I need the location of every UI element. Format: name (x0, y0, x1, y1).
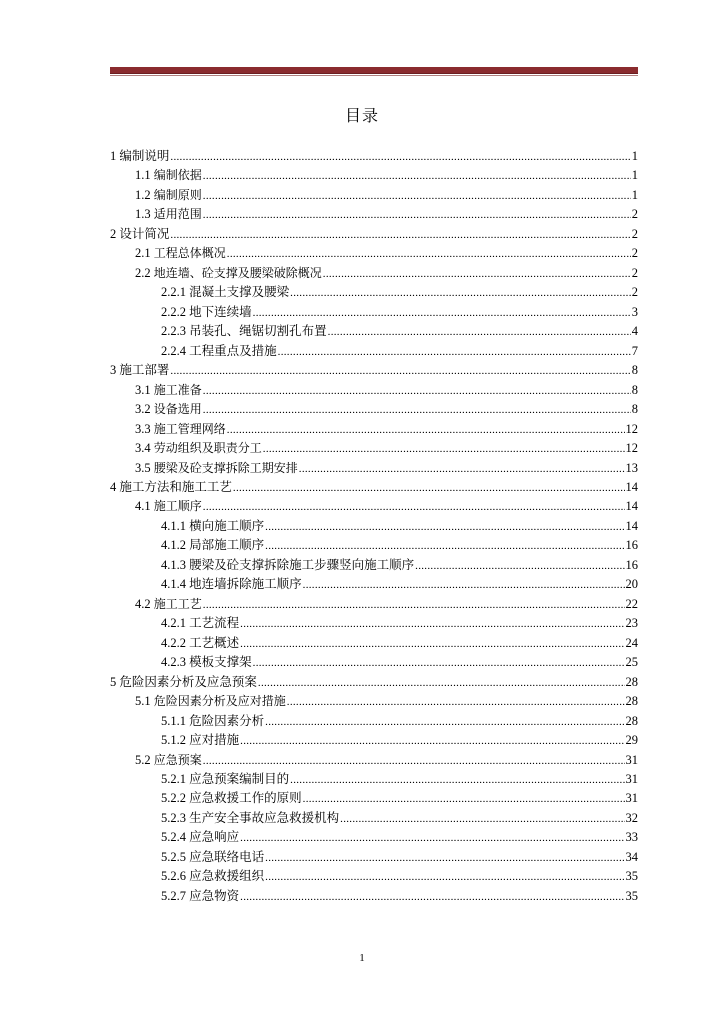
toc-entry-label (135, 400, 202, 419)
toc-entry[interactable] (110, 556, 638, 575)
toc-entry-label (135, 439, 262, 458)
toc-dot-leader (240, 615, 624, 634)
toc-entry[interactable] (110, 789, 638, 808)
toc-entry-title: 施工顺序 (153, 499, 202, 514)
toc-entry-label (135, 459, 298, 478)
toc-entry-page: 2 (631, 265, 638, 280)
toc-entry-number: 5.2 (135, 752, 151, 767)
toc-entry[interactable] (110, 342, 638, 361)
toc-entry-number: 5.2.1 (161, 772, 186, 786)
toc-dot-leader (278, 343, 631, 362)
toc-entry-title: 局部施工顺序 (189, 538, 265, 553)
toc-dot-leader (203, 752, 625, 771)
toc-entry[interactable] (110, 867, 638, 886)
toc-entry-title: 应急预案 (153, 752, 202, 767)
toc-entry-label (161, 848, 264, 867)
toc-entry-label (161, 322, 327, 341)
toc-entry-number: 1.1 (135, 168, 151, 183)
toc-entry-number: 2.2.4 (161, 343, 186, 358)
toc-entry-number: 5.1 (135, 694, 151, 709)
toc-dot-leader (258, 674, 625, 693)
toc-entry[interactable] (110, 459, 638, 478)
toc-dot-leader (303, 790, 625, 809)
toc-entry-label (161, 731, 239, 750)
toc-dot-leader (227, 245, 631, 264)
toc-entry[interactable] (110, 614, 638, 633)
toc-entry-number: 4.2 (135, 596, 151, 611)
toc-dot-leader (265, 868, 624, 887)
toc-entry-page: 22 (625, 596, 638, 611)
table-of-contents (110, 147, 638, 906)
toc-entry-page: 2 (631, 246, 638, 261)
toc-entry-label (161, 789, 302, 808)
toc-dot-leader (265, 518, 624, 537)
toc-dot-leader (203, 401, 631, 420)
toc-entry-title: 施工工艺 (153, 596, 202, 611)
toc-entry-number: 5.2.4 (161, 830, 186, 845)
toc-entry-number: 4.1.4 (161, 577, 186, 592)
toc-entry[interactable] (110, 147, 638, 166)
toc-entry-page: 25 (625, 655, 638, 670)
toc-entry-page: 32 (625, 810, 638, 825)
toc-entry-page: 2 (631, 207, 638, 222)
header-rule-thin (110, 75, 638, 76)
toc-entry-label (161, 283, 289, 302)
toc-entry-number: 5.2.2 (161, 791, 186, 806)
toc-entry[interactable] (110, 653, 638, 672)
toc-entry-number: 5.1.1 (161, 713, 186, 728)
toc-entry-label (161, 653, 252, 672)
toc-dot-leader (203, 187, 631, 206)
toc-entry-page: 24 (625, 635, 638, 650)
toc-entry[interactable] (110, 322, 638, 341)
toc-entry-label (161, 770, 289, 789)
toc-entry[interactable] (110, 828, 638, 847)
toc-dot-leader (170, 148, 630, 167)
toc-entry[interactable] (110, 478, 638, 497)
toc-entry-page: 1 (631, 149, 638, 163)
toc-entry-number: 2.2.3 (161, 324, 186, 339)
toc-entry-page: 16 (625, 538, 638, 553)
toc-entry-label (110, 361, 169, 380)
toc-entry-number: 2.1 (135, 246, 151, 261)
toc-entry[interactable] (110, 770, 638, 789)
toc-entry-page: 29 (625, 733, 638, 748)
toc-entry-label (161, 634, 239, 653)
toc-dot-leader (265, 537, 624, 556)
toc-entry-page: 1 (631, 168, 638, 183)
toc-entry[interactable] (110, 420, 638, 439)
toc-entry-number: 1.2 (135, 187, 151, 202)
toc-entry-page: 2 (631, 285, 638, 300)
toc-entry-page: 1 (631, 187, 638, 202)
toc-entry-number: 4.2.1 (161, 616, 186, 631)
toc-dot-leader (240, 732, 624, 751)
toc-entry-page: 31 (625, 752, 638, 767)
toc-dot-leader (203, 382, 631, 401)
toc-entry-number: 4.1.1 (161, 518, 186, 533)
toc-entry-label (161, 809, 339, 828)
toc-dot-leader (240, 635, 624, 654)
toc-dot-leader (265, 713, 624, 732)
toc-entry[interactable] (110, 400, 638, 419)
toc-entry-title: 腰梁及砼支撑拆除施工步骤竖向施工顺序 (189, 557, 415, 572)
toc-entry[interactable] (110, 166, 638, 185)
toc-entry[interactable] (110, 381, 638, 400)
toc-entry-label (161, 887, 239, 906)
toc-entry-number: 5.1.2 (161, 733, 186, 748)
toc-entry-page: 14 (625, 479, 638, 494)
toc-entry-label (161, 828, 239, 847)
toc-entry-page: 31 (625, 791, 638, 806)
toc-entry-number: 3.3 (135, 421, 151, 436)
toc-entry[interactable] (110, 595, 638, 614)
toc-entry-page: 28 (625, 694, 638, 709)
page-number: 1 (359, 952, 365, 964)
toc-title: 目录 (344, 106, 379, 125)
toc-entry-page: 35 (625, 888, 638, 903)
toc-entry-page: 8 (631, 402, 638, 417)
toc-entry-title: 编制依据 (153, 168, 202, 183)
toc-entry-title: 应急救援工作的原则 (189, 791, 302, 806)
toc-entry-number: 2.2.1 (161, 285, 186, 300)
toc-entry-title: 生产安全事故应急救援机构 (189, 810, 340, 825)
toc-entry-label (135, 692, 286, 711)
toc-dot-leader (203, 206, 631, 225)
toc-dot-leader (253, 654, 625, 673)
toc-entry-number: 5.2.3 (161, 810, 186, 825)
toc-entry-label (135, 244, 226, 263)
toc-entry-label (161, 517, 264, 536)
toc-entry[interactable] (110, 809, 638, 828)
toc-entry-number: 3 (110, 363, 117, 378)
toc-entry-label (135, 186, 202, 205)
toc-entry[interactable] (110, 264, 638, 283)
toc-entry-title: 危险因素分析及应急预案 (119, 674, 257, 689)
toc-entry[interactable] (110, 848, 638, 867)
toc-entry-number: 1 (110, 149, 117, 163)
toc-entry[interactable] (110, 887, 638, 906)
toc-entry-label (135, 751, 202, 770)
toc-dot-leader (203, 498, 625, 517)
toc-entry-page: 20 (625, 577, 638, 592)
toc-entry-number: 4.2.3 (161, 655, 186, 670)
toc-dot-leader (263, 440, 625, 459)
toc-entry-number: 4.1.2 (161, 538, 186, 553)
toc-entry-title: 施工管理网络 (153, 421, 226, 436)
toc-entry-page: 12 (625, 441, 638, 456)
toc-entry-title: 危险因素分析 (189, 713, 265, 728)
toc-entry-title: 施工方法和施工工艺 (119, 479, 232, 494)
toc-entry-number: 2.2.2 (161, 304, 186, 319)
toc-entry-label (135, 205, 202, 224)
toc-entry-number: 3.2 (135, 402, 151, 417)
toc-entry-title: 工艺概述 (189, 635, 240, 650)
toc-entry-number: 4.1.3 (161, 557, 186, 572)
toc-dot-leader (290, 284, 631, 303)
toc-entry-title: 适用范围 (153, 207, 202, 222)
toc-entry[interactable] (110, 283, 638, 302)
toc-entry-number: 3.1 (135, 382, 151, 397)
toc-entry-number: 3.5 (135, 460, 151, 475)
toc-entry-title: 工艺流程 (189, 616, 240, 631)
toc-entry-page: 2 (631, 226, 638, 241)
toc-entry-number: 1.3 (135, 207, 151, 222)
toc-dot-leader (303, 576, 625, 595)
toc-entry-page: 16 (625, 557, 638, 572)
toc-dot-leader (265, 849, 624, 868)
toc-entry[interactable] (110, 303, 638, 322)
toc-dot-leader (328, 323, 631, 342)
toc-dot-leader (240, 888, 624, 907)
toc-entry-number: 5 (110, 674, 117, 689)
toc-entry-page: 23 (625, 616, 638, 631)
toc-dot-leader (203, 167, 631, 186)
toc-entry-title: 地连墙拆除施工顺序 (189, 577, 302, 592)
header-rule (110, 67, 638, 74)
toc-entry[interactable] (110, 673, 638, 692)
toc-entry-title: 设备选用 (153, 402, 202, 417)
toc-entry-title: 地下连续墙 (189, 304, 252, 319)
toc-entry-title: 应急响应 (189, 830, 240, 845)
toc-entry-title: 混凝土支撑及腰梁 (189, 285, 290, 300)
toc-entry-label (161, 867, 264, 886)
toc-entry-title: 危险因素分析及应对措施 (153, 694, 286, 709)
toc-entry[interactable] (110, 361, 638, 380)
toc-entry-page: 28 (625, 713, 638, 728)
toc-entry[interactable] (110, 634, 638, 653)
toc-entry-label (161, 575, 302, 594)
toc-entry-label (135, 595, 202, 614)
toc-entry-label (161, 303, 252, 322)
toc-entry-page: 8 (631, 382, 638, 397)
toc-entry[interactable] (110, 186, 638, 205)
toc-entry-title: 编制说明 (119, 149, 170, 163)
toc-entry-label (161, 712, 264, 731)
toc-entry-label (161, 342, 277, 361)
toc-entry-label (110, 225, 169, 244)
toc-entry-page: 31 (625, 772, 638, 786)
toc-dot-leader (170, 362, 630, 381)
toc-entry-label (110, 147, 169, 166)
toc-entry-title: 应对措施 (189, 733, 240, 748)
toc-entry[interactable] (110, 517, 638, 536)
toc-dot-leader (240, 829, 624, 848)
toc-entry-number: 4.2.2 (161, 635, 186, 650)
toc-entry-title: 编制原则 (153, 187, 202, 202)
toc-entry[interactable] (110, 692, 638, 711)
toc-entry-page: 7 (631, 343, 638, 358)
toc-entry[interactable] (110, 244, 638, 263)
toc-dot-leader (415, 557, 624, 576)
toc-entry-number: 4 (110, 479, 117, 494)
toc-entry-title: 横向施工顺序 (189, 518, 265, 533)
toc-entry-number: 5.2.6 (161, 869, 186, 884)
toc-dot-leader (340, 810, 624, 829)
toc-entry-title: 施工准备 (153, 382, 202, 397)
toc-entry-page: 3 (631, 304, 638, 319)
toc-entry-number: 2 (110, 226, 117, 241)
toc-entry-page: 14 (625, 499, 638, 514)
toc-entry[interactable] (110, 731, 638, 750)
toc-entry-page: 13 (625, 460, 638, 475)
toc-entry-title: 工程重点及措施 (189, 343, 277, 358)
toc-dot-leader (170, 226, 630, 245)
toc-entry-label (161, 536, 264, 555)
toc-entry-title: 应急救援组织 (189, 869, 265, 884)
toc-entry-label (135, 381, 202, 400)
toc-entry-page: 28 (625, 674, 638, 689)
toc-dot-leader (203, 596, 625, 615)
toc-entry-title: 地连墙、砼支撑及腰梁破除概况 (153, 265, 322, 280)
toc-entry-number: 5.2.7 (161, 888, 186, 903)
toc-entry[interactable] (110, 225, 638, 244)
toc-entry-title: 模板支撑架 (189, 655, 252, 670)
toc-entry-label (135, 166, 202, 185)
toc-entry-page: 35 (625, 869, 638, 884)
toc-entry-page: 4 (631, 324, 638, 339)
toc-entry-title: 应急联络电话 (189, 849, 265, 864)
toc-entry-label (135, 264, 322, 283)
toc-entry[interactable] (110, 751, 638, 770)
toc-entry-number: 5.2.5 (161, 849, 186, 864)
toc-entry-title: 工程总体概况 (153, 246, 226, 261)
toc-entry-page: 14 (625, 518, 638, 533)
toc-dot-leader (287, 693, 625, 712)
toc-entry-label (135, 497, 202, 516)
toc-dot-leader (233, 479, 625, 498)
toc-entry-page: 34 (625, 849, 638, 864)
toc-dot-leader (323, 265, 631, 284)
toc-dot-leader (299, 460, 625, 479)
toc-entry-title: 施工部署 (119, 363, 170, 378)
toc-entry[interactable] (110, 205, 638, 224)
toc-dot-leader (227, 421, 625, 440)
toc-dot-leader (253, 304, 631, 323)
toc-entry[interactable] (110, 497, 638, 516)
toc-entry-page: 33 (625, 830, 638, 845)
toc-entry-page: 8 (631, 363, 638, 378)
toc-entry-title: 应急物资 (189, 888, 240, 903)
toc-entry-number: 4.1 (135, 499, 151, 514)
toc-entry-label (135, 420, 226, 439)
toc-entry-label (110, 673, 257, 692)
toc-entry-page: 12 (625, 421, 638, 436)
toc-entry[interactable] (110, 536, 638, 555)
toc-entry-label (110, 478, 232, 497)
toc-entry-label (161, 614, 239, 633)
toc-entry-title: 设计简况 (119, 226, 170, 241)
toc-entry[interactable] (110, 575, 638, 594)
toc-entry-label (161, 556, 414, 575)
toc-entry-title: 吊装孔、绳锯切割孔布置 (189, 324, 327, 339)
toc-entry-number: 2.2 (135, 265, 151, 280)
toc-entry[interactable] (110, 439, 638, 458)
toc-entry-title: 腰梁及砼支撑拆除工期安排 (153, 460, 298, 475)
toc-entry[interactable] (110, 712, 638, 731)
toc-entry-number: 3.4 (135, 441, 151, 456)
toc-entry-title: 劳动组织及职责分工 (153, 441, 262, 456)
toc-dot-leader (290, 771, 624, 790)
toc-entry-title: 应急预案编制目的 (189, 772, 290, 786)
